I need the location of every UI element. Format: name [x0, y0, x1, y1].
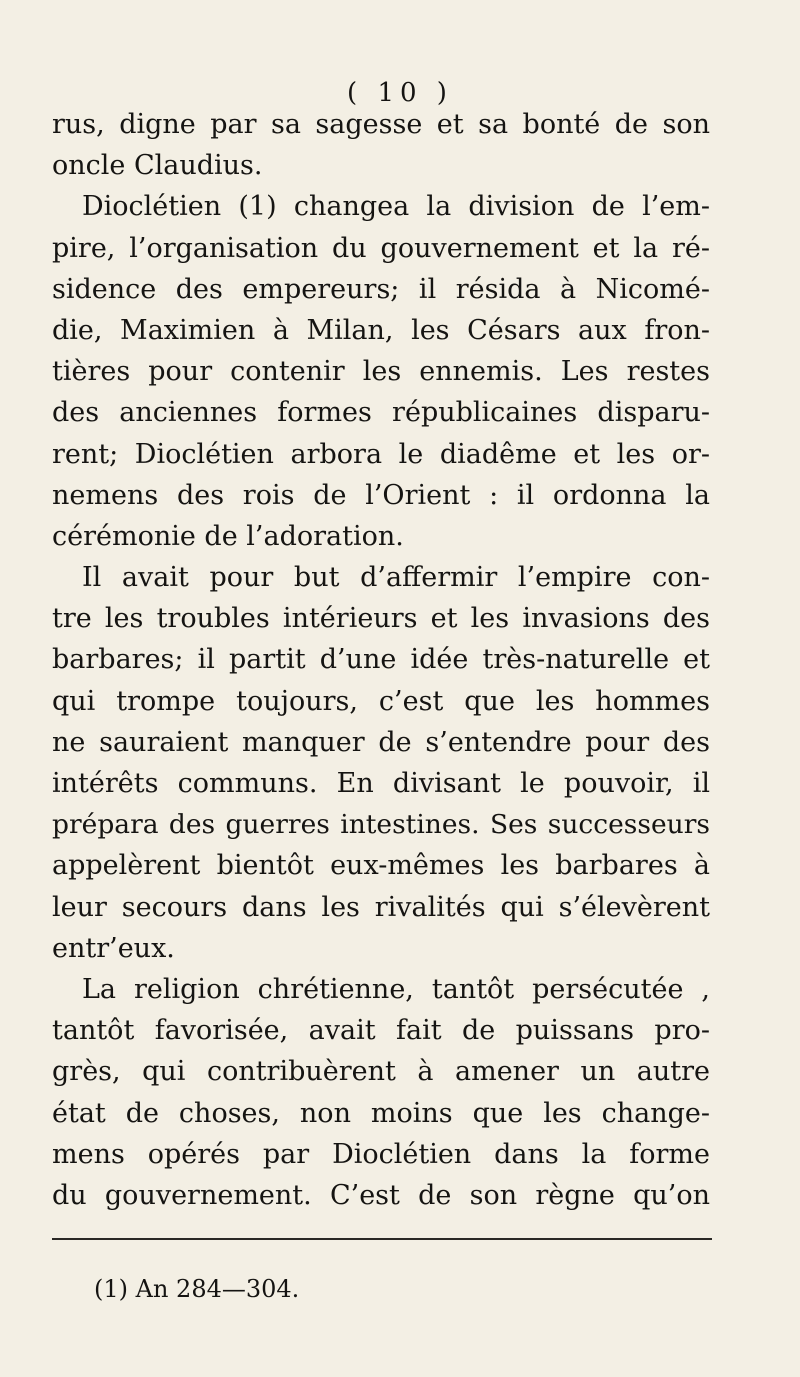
body-text [52, 104, 710, 1216]
text-line: leur secours dans les rivalités qui s’élevèrent [52, 891, 710, 923]
text-line: des anciennes formes républicaines disparu- [52, 397, 710, 429]
text-line: La religion chrétienne, tantôt persécutée , [82, 973, 710, 1005]
text-line: du gouvernement. C’est de son règne qu’on [52, 1179, 710, 1211]
text-line: qui trompe toujours, c’est que les hommes [52, 685, 710, 717]
text-line: die, Maximien à Milan, les Césars aux fron- [52, 314, 710, 346]
text-line: grès, qui contribuèrent à amener un autre [52, 1056, 710, 1088]
text-line: rus, digne par sa sagesse et sa bonté de son [52, 109, 710, 140]
text-line: prépara des guerres intestines. Ses successeurs [52, 809, 710, 841]
text-line: Dioclétien (1) changea la division de l’em- [82, 191, 710, 223]
text-line: appelèrent bientôt eux-mêmes les barbares à [52, 850, 710, 882]
text-line: intérêts communs. En divisant le pouvoir, il [52, 768, 710, 799]
text-line: entr’eux. [52, 932, 175, 964]
text-line: barbares; il partit d’une idée très-naturelle et [52, 644, 710, 676]
text-line: mens opérés par Dioclétien dans la forme [52, 1138, 710, 1170]
text-line: ne sauraient manquer de s’entendre pour des [52, 726, 710, 758]
text-line: rent; Dioclétien arbora le diadême et les or- [52, 438, 710, 470]
footnote: (1) An 284—304. [94, 1275, 300, 1303]
text-line: cérémonie de l’adoration. [52, 520, 404, 552]
text-line: sidence des empereurs; il résida à Nicomé- [52, 273, 710, 305]
text-line: tières pour contenir les ennemis. Les restes [52, 356, 710, 388]
text-line: tantôt favorisée, avait fait de puissans pro- [52, 1015, 710, 1047]
text-line: état de choses, non moins que les change- [52, 1097, 710, 1129]
text-line: nemens des rois de l’Orient : il ordonna la [52, 479, 710, 511]
text-line: Il avait pour but d’affermir l’empire con- [82, 562, 710, 594]
text-line: oncle Claudius. [52, 150, 263, 182]
page-number: ( 10 ) [347, 78, 453, 108]
footnote-divider [52, 1238, 712, 1240]
text-line: pire, l’organisation du gouvernement et la ré- [52, 232, 710, 264]
text-line: tre les troubles intérieurs et les invasions des [52, 603, 710, 635]
